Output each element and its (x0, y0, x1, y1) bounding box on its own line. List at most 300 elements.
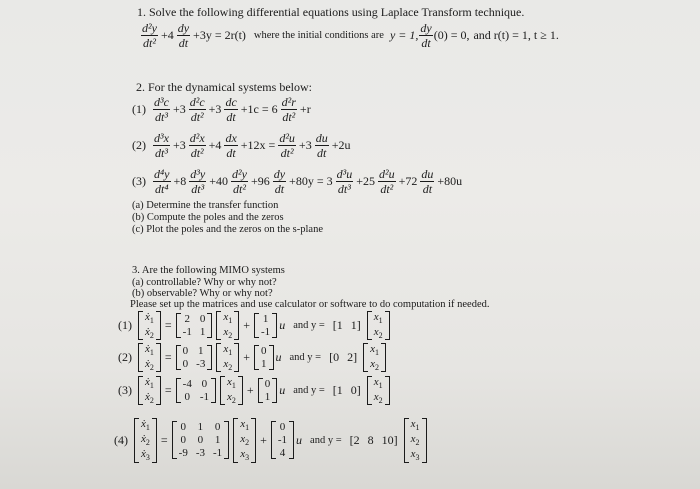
bracket-right (385, 376, 390, 405)
state-symbol: x (373, 326, 379, 339)
matrix-cell: 0 (199, 313, 206, 326)
c-matrix (346, 433, 402, 448)
vector-cells (409, 418, 422, 463)
fraction (231, 168, 248, 195)
operator: +25 (356, 174, 375, 188)
system-label: (3) (118, 383, 132, 398)
subscript: 1 (231, 381, 236, 391)
mimo-system-1 (118, 311, 392, 340)
subscript: 2 (245, 438, 250, 448)
fraction (224, 132, 237, 159)
numerator: d²u (279, 131, 295, 145)
denominator: dt² (282, 110, 296, 124)
vector-cell (141, 433, 150, 447)
vector-cell (227, 391, 236, 405)
mimo-row (118, 343, 388, 372)
bracket-right (269, 345, 274, 370)
initial-condition-2: (0) = 0, (433, 28, 470, 42)
denominator: dt² (280, 146, 294, 160)
vector-cell (411, 448, 420, 462)
matrix-cell: -4 (182, 378, 192, 391)
matrix-cell: 0] (350, 383, 361, 398)
matrix-cell: 0 (180, 434, 186, 447)
b-matrix (254, 313, 277, 338)
equals-sign: = (160, 432, 168, 447)
bracket-right (381, 343, 386, 372)
state-symbol: x (370, 343, 375, 355)
fraction (177, 22, 190, 49)
system-label: (4) (114, 432, 128, 447)
operator: +80y = 3 (289, 174, 333, 188)
state-symbol: x (223, 358, 229, 371)
subscript: 2 (231, 396, 236, 406)
input-symbol: u (296, 432, 303, 447)
matrix-cells (181, 378, 211, 403)
denominator: dt² (233, 182, 246, 196)
output-label: and y = (289, 352, 322, 364)
fraction (336, 168, 354, 195)
bracket-right (385, 311, 390, 340)
matrix-cell: 0 (197, 434, 204, 447)
numerator: du (315, 131, 328, 145)
bracket-right (152, 418, 157, 463)
problem-3-heading: 3. Are the following MIMO systems (132, 265, 285, 276)
vector-cell (223, 358, 232, 372)
matrix-cell: 0 (182, 358, 189, 371)
subscript: 1 (378, 381, 383, 391)
bracket-right (422, 418, 427, 463)
bracket-right (207, 345, 212, 370)
bracket-right (289, 421, 294, 459)
vector-cell (370, 343, 379, 357)
where-text: where the initial conditions are (253, 30, 384, 41)
matrix-cell: 0 (214, 421, 221, 434)
state-symbol: x (410, 448, 416, 461)
subscript: 2 (149, 331, 154, 341)
denominator: dt⁴ (154, 182, 169, 196)
vector-cell (223, 343, 232, 357)
matrix-cell: -3 (195, 447, 206, 460)
question-a: (a) controllable? Why or why not? (132, 277, 277, 288)
vector-cells (372, 376, 385, 405)
vector-cell (227, 376, 236, 390)
matrix-cell: 1 (261, 358, 267, 371)
matrix-cell: -1 (213, 447, 223, 460)
vector-cells (143, 311, 156, 340)
state-symbol: x (240, 448, 246, 461)
input-symbol: u (279, 318, 286, 333)
state-derivative-vector (138, 376, 161, 405)
state-vector (220, 376, 243, 405)
equals-sign: = (164, 383, 172, 398)
operator: +3 (208, 102, 222, 116)
subscript: 3 (245, 453, 250, 463)
mimo-row (118, 376, 392, 405)
matrix-cell: -1 (277, 434, 288, 447)
matrix-cell: -1 (261, 326, 271, 339)
fraction (141, 22, 158, 49)
a-matrix (176, 345, 213, 370)
vector-cell (374, 311, 383, 325)
denominator: dt² (190, 110, 204, 124)
fraction (189, 96, 206, 123)
matrix-cells (181, 313, 208, 338)
matrix-cells (259, 345, 269, 370)
c-matrix (329, 318, 365, 333)
numerator: d²r (281, 95, 296, 109)
matrix-cell: -1 (182, 326, 192, 339)
subscript: 2 (228, 331, 233, 341)
vector-cell (411, 433, 420, 447)
vector-cell (145, 358, 154, 372)
system-label: (2) (132, 138, 146, 152)
subscript: 2 (228, 363, 233, 373)
state-vector (367, 311, 390, 340)
vector-cells (372, 311, 385, 340)
state-symbol: ẋ (141, 448, 146, 461)
problem-2-heading: 2. For the dynamical systems below: (136, 80, 312, 94)
vector-cell (411, 418, 420, 432)
state-symbol: ẋ (141, 433, 146, 446)
vector-cells (221, 343, 234, 372)
subscript: 2 (378, 331, 383, 341)
fraction (315, 132, 329, 159)
denominator: dt (226, 146, 236, 160)
state-symbol: x (223, 326, 229, 339)
bracket-right (156, 376, 161, 405)
matrix-cell: 8 (367, 432, 374, 447)
operator: +4 (208, 138, 222, 152)
fraction (420, 168, 434, 195)
question-b: (b) observable? Why or why not? (132, 288, 273, 299)
matrix-cell: [0 (329, 350, 340, 365)
denominator: dt² (143, 36, 156, 50)
subscript: 2 (375, 363, 379, 373)
denominator: dt² (380, 182, 394, 196)
state-vector (233, 418, 256, 463)
matrix-cell: 0 (182, 345, 189, 358)
matrix-cell: 2] (347, 350, 358, 365)
input-symbol: u (279, 383, 286, 398)
matrix-cell: -1 (199, 391, 210, 404)
denominator: dt (178, 36, 189, 50)
plus-sign: + (243, 318, 251, 333)
vector-cell (141, 418, 150, 432)
fraction (273, 168, 286, 195)
operator: +3y = 2r(t) (193, 28, 246, 42)
fraction (189, 168, 206, 195)
bracket-right (272, 313, 277, 338)
subscript: 2 (378, 396, 383, 406)
operator: +2u (331, 138, 351, 152)
vector-cell (145, 326, 154, 340)
state-symbol: x (373, 391, 379, 404)
matrix-cells (259, 313, 272, 338)
plus-sign: + (243, 350, 251, 365)
subscript: 3 (145, 453, 150, 463)
system-label: (2) (118, 350, 132, 365)
subscript: 1 (228, 316, 233, 326)
vector-cells (368, 343, 381, 372)
mimo-row (118, 311, 392, 340)
state-symbol: ẋ (145, 358, 150, 371)
mimo-row (114, 418, 429, 463)
vector-cell (240, 418, 249, 432)
vector-cell (141, 448, 150, 462)
fraction (419, 22, 432, 49)
bracket-right (156, 343, 161, 372)
fraction (153, 96, 170, 123)
problem-1-heading: 1. Solve the following differential equations using Laplace Transform technique. (137, 5, 525, 19)
vector-cells (143, 343, 156, 372)
input-symbol: u (275, 350, 282, 365)
vector-cell (370, 358, 379, 372)
plus-sign: + (260, 432, 267, 447)
numerator: d²y (232, 167, 247, 181)
task-a: (a) Determine the transfer function (132, 200, 279, 211)
matrix-cell: [1 (332, 318, 343, 333)
bracket-right (156, 311, 161, 340)
subscript: 1 (245, 423, 250, 433)
denominator: dt (226, 110, 236, 124)
output-label: and y = (293, 320, 325, 332)
state-symbol: x (223, 343, 229, 355)
bracket-right (224, 421, 229, 459)
subscript: 2 (149, 396, 154, 406)
fraction (153, 132, 170, 159)
vector-cells (238, 418, 251, 463)
numerator: dy (273, 167, 286, 181)
matrix-cell: 0 (261, 345, 267, 358)
vector-cells (221, 311, 234, 340)
matrix-cells (177, 421, 225, 459)
state-symbol: x (410, 433, 416, 446)
subscript: 2 (149, 363, 154, 373)
operator: +3 (298, 138, 312, 152)
operator: +96 (250, 174, 270, 188)
matrix-cell: 2 (184, 313, 190, 326)
state-symbol: x (370, 358, 375, 371)
b-matrix (271, 421, 294, 459)
matrix-cell: 1 (264, 391, 271, 404)
vector-cell (240, 448, 249, 462)
denominator: dt³ (191, 182, 205, 196)
state-symbol: ẋ (145, 311, 150, 323)
fraction (281, 96, 297, 123)
matrix-cell: 0 (201, 378, 208, 391)
matrix-cell: 1 (214, 434, 221, 447)
numerator: d³c (154, 95, 169, 109)
state-symbol: x (223, 311, 229, 323)
denominator: dt³ (155, 146, 168, 160)
fraction (278, 132, 296, 159)
numerator: d³y (190, 167, 206, 181)
state-symbol: ẋ (145, 326, 150, 339)
matrix-cell: 0 (279, 421, 286, 434)
vector-cell (145, 343, 154, 357)
operator: +8 (173, 174, 187, 188)
subscript: 1 (228, 348, 233, 358)
state-symbol: x (227, 376, 232, 388)
b-matrix (254, 345, 274, 370)
denominator: dt (422, 182, 433, 196)
numerator: dy (420, 21, 432, 35)
operator: +72 (398, 174, 418, 188)
state-vector (404, 418, 427, 463)
mimo-system-2 (118, 343, 388, 372)
numerator: dx (225, 131, 237, 145)
mimo-system-4 (114, 418, 429, 463)
system-1-equation (132, 96, 313, 123)
equals-sign: = (164, 350, 172, 365)
vector-cell (240, 433, 249, 447)
bracket-right (207, 313, 212, 338)
denominator: dt (421, 36, 431, 50)
numerator: d²c (189, 95, 205, 109)
matrix-cell: 0 (184, 391, 190, 404)
vector-cell (145, 376, 154, 390)
subscript: 1 (415, 423, 420, 433)
bracket-right (238, 376, 243, 405)
subscript: 1 (378, 316, 383, 326)
system-label: (1) (118, 318, 132, 333)
c-matrix (325, 350, 361, 365)
output-label: and y = (310, 434, 342, 446)
matrix-cells (263, 378, 273, 403)
subscript: 3 (415, 453, 420, 463)
numerator: d²u (378, 167, 395, 181)
system-label: (1) (132, 102, 146, 116)
vector-cell (145, 311, 154, 325)
state-symbol: x (240, 433, 246, 446)
instructions-note: Please set up the matrices and use calculator or software to do computation if needed. (130, 299, 490, 310)
a-matrix (176, 378, 216, 403)
fraction (224, 96, 237, 123)
numerator: d²x (189, 131, 205, 145)
matrix-cells (276, 421, 289, 459)
operator: +80u (437, 174, 463, 188)
state-symbol: ẋ (145, 343, 150, 355)
matrix-cell: 0 (264, 378, 271, 391)
bracket-right (234, 343, 239, 372)
a-matrix (172, 421, 230, 459)
system-2-equation (132, 132, 352, 159)
subscript: 1 (149, 348, 154, 358)
subscript: 2 (415, 438, 420, 448)
bracket-right (211, 378, 216, 403)
bracket-right (234, 311, 239, 340)
matrix-cell: 1 (199, 326, 206, 339)
vector-cell (145, 391, 154, 405)
matrix-cell: 1 (262, 313, 269, 326)
numerator: d²y (142, 21, 157, 35)
bracket-right (272, 378, 277, 403)
a-matrix (176, 313, 213, 338)
denominator: dt (274, 182, 285, 196)
subscript: 1 (149, 316, 154, 326)
vector-cell (374, 376, 383, 390)
b-matrix (258, 378, 278, 403)
subscript: 1 (375, 348, 379, 358)
operator: +r (299, 102, 311, 116)
c-matrix (329, 383, 365, 398)
denominator: dt³ (337, 182, 351, 196)
denominator: dt² (190, 146, 204, 160)
matrix-cell: 1 (197, 421, 204, 434)
state-symbol: x (373, 311, 379, 323)
denominator: dt (317, 146, 327, 160)
operator: +1c = 6 (240, 102, 278, 116)
subscript: 2 (145, 438, 150, 448)
vector-cells (143, 376, 156, 405)
state-symbol: ẋ (145, 376, 150, 388)
matrix-cells (181, 345, 208, 370)
matrix-cell: -3 (196, 358, 206, 371)
state-symbol: x (240, 418, 246, 430)
numerator: d³u (336, 167, 353, 181)
bracket-right (251, 418, 256, 463)
plus-sign: + (246, 383, 254, 398)
operator: +3 (172, 138, 186, 152)
fraction (153, 168, 171, 195)
matrix-cell: 1] (350, 318, 361, 333)
system-3-equation (132, 168, 464, 195)
initial-condition-1: y = 1, (389, 28, 419, 42)
matrix-cell: [1 (332, 383, 343, 398)
operator: +3 (172, 102, 186, 116)
state-vector (367, 376, 390, 405)
matrix-cell: 0 (180, 421, 186, 434)
system-label: (3) (132, 174, 146, 188)
state-derivative-vector (138, 343, 161, 372)
state-vector (216, 343, 239, 372)
numerator: du (421, 167, 434, 181)
vector-cells (225, 376, 238, 405)
numerator: d³x (154, 131, 169, 145)
operator: +40 (209, 174, 228, 188)
state-vector (363, 343, 386, 372)
task-b: (b) Compute the poles and the zeros (132, 212, 284, 223)
vector-cell (374, 391, 383, 405)
initial-condition-3: and r(t) = 1, t ≥ 1. (473, 28, 559, 42)
fraction (189, 132, 206, 159)
state-symbol: ẋ (145, 391, 150, 404)
mimo-system-3 (118, 376, 392, 405)
vector-cells (139, 418, 152, 463)
state-derivative-vector (138, 311, 161, 340)
numerator: d⁴y (154, 167, 170, 181)
operator: +12x = (240, 138, 276, 152)
subscript: 1 (145, 423, 150, 433)
fraction (378, 168, 396, 195)
numerator: dy (177, 21, 190, 35)
problem-1-equation (140, 22, 559, 49)
state-symbol: x (410, 418, 416, 430)
matrix-cell: 1 (198, 345, 204, 358)
state-symbol: x (227, 391, 232, 404)
vector-cell (223, 311, 232, 325)
operator: +4 (160, 28, 174, 42)
matrix-cell: 10] (381, 432, 398, 447)
state-derivative-vector (134, 418, 157, 463)
task-c: (c) Plot the poles and the zeros on the s-plane (132, 224, 323, 235)
denominator: dt³ (155, 110, 168, 124)
state-vector (216, 311, 239, 340)
output-label: and y = (293, 385, 325, 397)
matrix-cell: -9 (178, 447, 188, 460)
matrix-cell: [2 (349, 432, 360, 447)
state-symbol: ẋ (141, 418, 146, 430)
